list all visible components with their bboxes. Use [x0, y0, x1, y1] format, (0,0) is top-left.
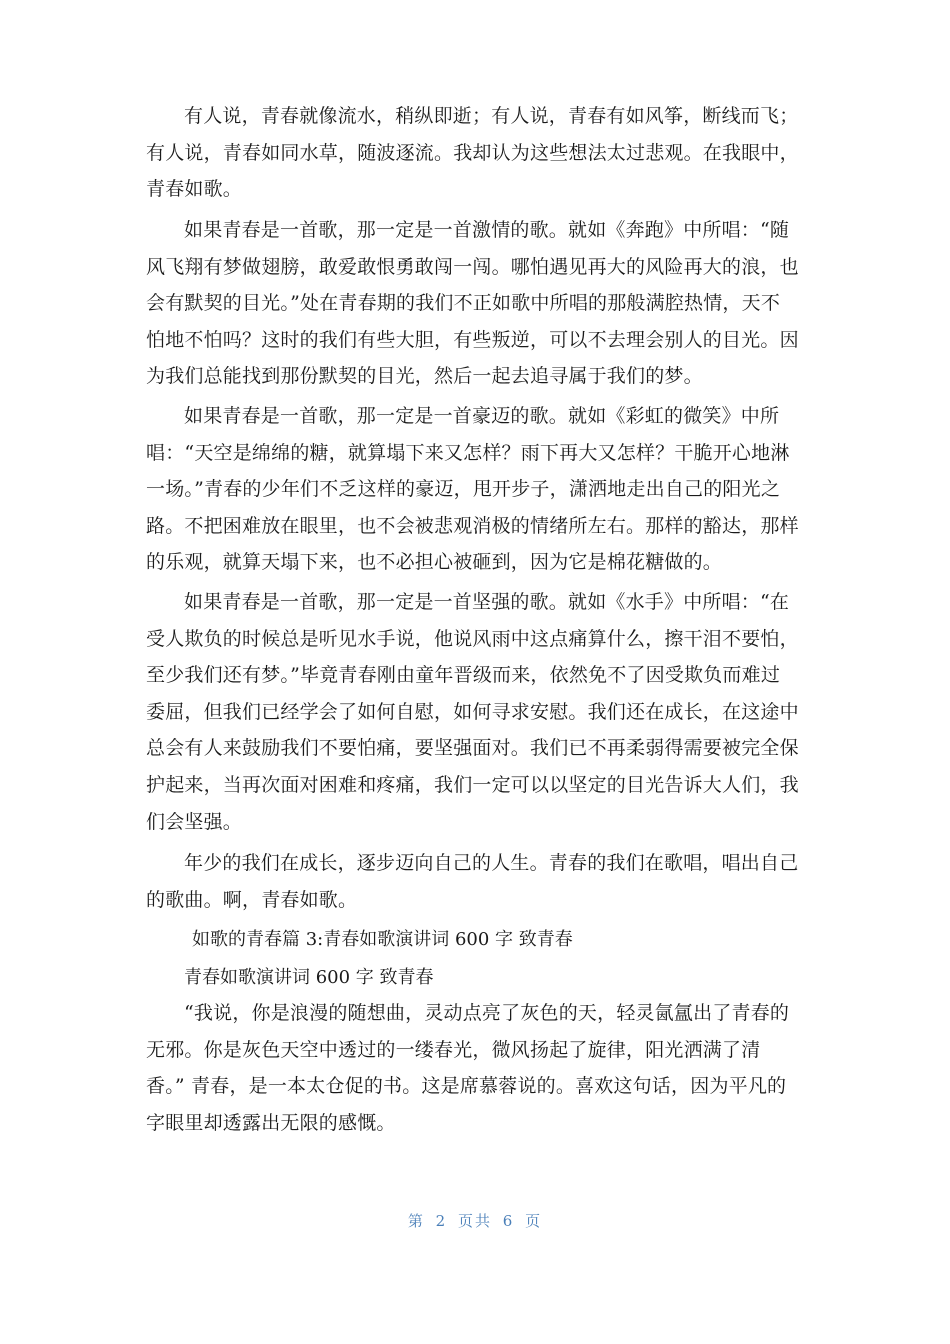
paragraph-line: 路。不把困难放在眼里，也不会被悲观消极的情绪所左右。那样的豁达，那样	[146, 514, 799, 537]
paragraph-line: 无邪。你是灰色天空中透过的一缕春光，微风扬起了旋律，阳光洒满了清	[146, 1038, 761, 1061]
paragraph-line: 的乐观，就算天塌下来，也不必担心被砸到，因为它是棉花糖做的。	[146, 551, 723, 574]
paragraph-line: 至少我们还有梦。”毕竟青春刚由童年晋级而来，依然免不了因受欺负而难过	[146, 664, 781, 687]
paragraph-line: 为我们总能找到那份默契的目光，然后一起去追寻属于我们的梦。	[146, 365, 703, 388]
paragraph-3	[146, 398, 799, 581]
paragraph-line: 会有默契的目光。”处在青春期的我们不正如歌中所唱的那般满腔热情，天不	[146, 292, 781, 315]
paragraph-line: 们会坚强。	[146, 810, 243, 833]
final-paragraph	[146, 995, 789, 1141]
paragraph-line: 唱：“天空是绵绵的糖，就算塌下来又怎样？雨下再大又怎样？干脆开心地淋	[146, 441, 790, 464]
paragraph-line: 有人说，青春就像流水，稍纵即逝；有人说，青春有如风筝，断线而飞；	[184, 105, 799, 127]
paragraph-2	[146, 212, 799, 395]
paragraph-line: 的歌曲。啊，青春如歌。	[146, 888, 358, 911]
sub-heading: 青春如歌演讲词 600 字 致青春	[184, 967, 434, 988]
paragraph-line: 如果青春是一首歌，那一定是一首豪迈的歌。就如《彩虹的微笑》中所	[184, 405, 780, 427]
paragraph-line: 怕地不怕吗？这时的我们有些大胆，有些叛逆，可以不去理会别人的目光。因	[146, 328, 799, 351]
paragraph-line: 如果青春是一首歌，那一定是一首坚强的歌。就如《水手》中所唱：“在	[184, 591, 790, 613]
paragraph-line: 受人欺负的时候总是听见水手说，他说风雨中这点痛算什么，擦干泪不要怕，	[146, 627, 799, 650]
paragraph-5	[146, 845, 798, 918]
paragraph-4	[146, 584, 799, 840]
paragraph-line: 字眼里却透露出无限的感慨。	[146, 1111, 396, 1134]
paragraph-line: 委屈，但我们已经学会了如何自慰，如何寻求安慰。我们还在成长，在这途中	[146, 700, 799, 723]
paragraph-line: 青春如歌。	[146, 178, 243, 201]
paragraph-line: 有人说，青春如同水草，随波逐流。我却认为这些想法太过悲观。在我眼中，	[146, 141, 799, 164]
paragraph-line: 香。” 青春，是一本太仓促的书。这是席慕蓉说的。喜欢这句话，因为平凡的	[146, 1075, 787, 1098]
paragraph-line: 一场。”青春的少年们不乏这样的豪迈，甩开步子，潇洒地走出自己的阳光之	[146, 478, 781, 501]
section-heading: 如歌的青春篇 3:青春如歌演讲词 600 字 致青春	[192, 929, 573, 950]
paragraph-line: 年少的我们在成长，逐步迈向自己的人生。青春的我们在歌唱，唱出自己	[184, 852, 799, 874]
paragraph-line: 风飞翔有梦做翅膀，敢爱敢恨勇敢闯一闯。哪怕遇见再大的风险再大的浪，也	[146, 255, 799, 278]
paragraph-line: 总会有人来鼓励我们不要怕痛，要坚强面对。我们已不再柔弱得需要被完全保	[146, 737, 799, 760]
paragraph-1	[146, 98, 799, 208]
paragraph-line: “我说，你是浪漫的随想曲，灵动点亮了灰色的天，轻灵氤氲出了青春的	[184, 1002, 790, 1024]
paragraph-line: 如果青春是一首歌，那一定是一首激情的歌。就如《奔跑》中所唱：“随	[184, 219, 790, 241]
paragraph-line: 护起来，当再次面对困难和疼痛，我们一定可以以坚定的目光告诉大人们，我	[146, 773, 799, 796]
page-number-footer: 第 2 页共 6 页	[407, 1212, 543, 1230]
